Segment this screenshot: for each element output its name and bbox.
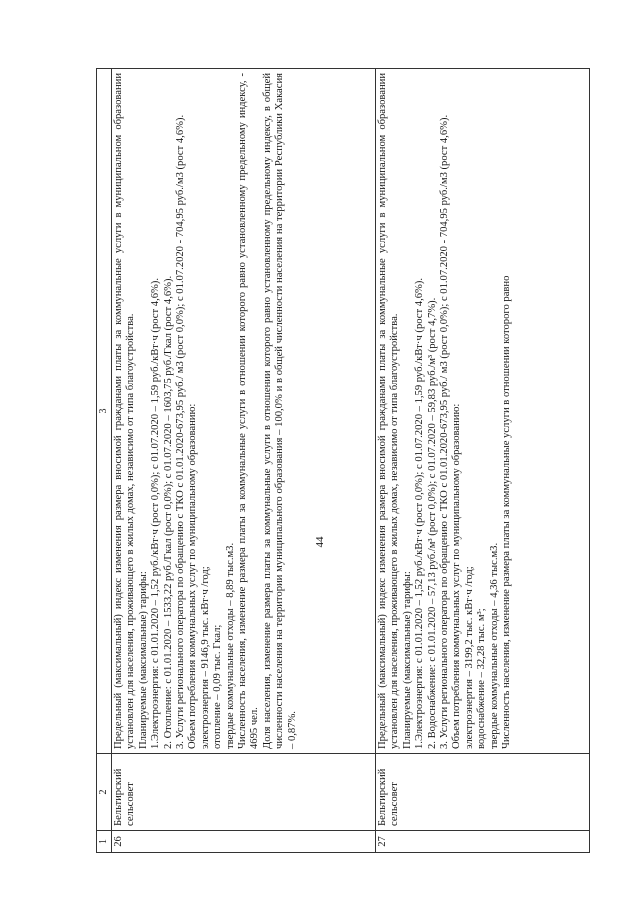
municipality-name: Бельтирский сельсовет	[112, 754, 376, 831]
tariff-table	[96, 68, 590, 853]
paragraph-consumption-waste: твердые коммунальные отходы – 8,89 тыс.м3.	[224, 542, 236, 749]
paragraph-consumption-waste: твердые коммунальные отходы – 4,36 тыс.м3.	[488, 542, 500, 749]
row-number: 26	[112, 831, 376, 853]
tariff-description	[376, 69, 590, 754]
rotated-table-container	[96, 68, 588, 853]
column-header-1: 1	[97, 831, 112, 853]
paragraph-consumption-water: водоснабжение – 32,28 тыс. м³;	[476, 608, 488, 749]
municipality-name: Бельтирский сельсовет	[376, 754, 590, 831]
table-header-row	[97, 69, 112, 853]
paragraph-index-description: Предельный (максимальный) индекс изменения размера вносимой гражданами платы за коммунальные услуги в муниципальном образовании установлен для населения, проживающего в жилых домах, независимо от типа благоустройства.	[377, 73, 401, 749]
column-header-2: 2	[97, 754, 112, 831]
row-number: 27	[376, 831, 590, 853]
column-header-3: 3	[97, 69, 112, 754]
paragraph-consumption-electricity: электроэнергия – 9146,9 тыс. кВт·ч /год;	[199, 566, 211, 749]
paragraph-consumption-heading: Объем потребления коммунальных услуг по муниципальному образованию:	[187, 403, 199, 749]
paragraph-population-count: Численность населения, изменение размера платы за коммунальные услуги в отношении которого равно установленному предельному индексу, - 4695 чел.	[237, 73, 261, 749]
paragraph-tariff-waste: 3. Услуги регионального оператора по обращению с ТКО с 01.01.2020-673,95 руб./ м3 (рост 0,0%); с 01.07.2020 - 704,95 руб./м3 (рост 4,6%).	[175, 114, 187, 749]
paragraph-consumption-electricity: электроэнергия – 3199,2 тыс. кВт·ч /год;	[463, 566, 475, 749]
tariff-description	[112, 69, 376, 754]
paragraph-consumption-heating: отопление – 0,09 тыс. Гкал;	[212, 624, 224, 749]
table-row-27	[376, 69, 590, 853]
paragraph-index-description: Предельный (максимальный) индекс изменения размера вносимой гражданами платы за коммунальные услуги в муниципальном образовании установлен для населения, проживающего в жилых домах, независимо от типа благоустройства.	[113, 73, 137, 749]
paragraph-population-share: Доля населения, изменение размера платы за коммунальные услуги в отношении которого равно установленному предельному индексу, в общей численности населения на территории муниципального образования – 100,0% и в общей численности населения на территории Республики Хакасия – 0,87%.	[261, 73, 298, 749]
paragraph-tariff-waste: 3. Услуги регионального оператора по обращению с ТКО с 01.01.2020-673,95 руб./ м3 (рост 0,0%); с 01.07.2020 - 704,95 руб./м3 (рост 4,6%).	[439, 114, 451, 749]
table-row-26	[112, 69, 376, 853]
paragraph-consumption-heading: Объем потребления коммунальных услуг по муниципальному образованию:	[451, 403, 463, 749]
paragraph-tariff-electricity: 1.Электроэнергия: с 01.01.2020 – 1,52 руб./кВт·ч (рост 0,0%); с 01.07.2020 – 1,59 руб./кВт·ч (рост 4,6%).	[150, 277, 162, 749]
paragraph-tariff-water: 2. Водоснабжение: с 01.01.2020 – 57,13 руб./м³ (рост 0,0%); с 01.07.2020 – 59,83 руб./м³ (рост 4,7%).	[426, 297, 438, 749]
paragraph-population-count: Численность населения, изменение размера платы за коммунальные услуги в отношении которого равно	[501, 275, 513, 749]
paragraph-planned-tariffs-heading: Планируемые (максимальные) тарифы:	[401, 571, 413, 749]
paragraph-planned-tariffs-heading: Планируемые (максимальные) тарифы:	[137, 571, 149, 749]
paragraph-tariff-electricity: 1.Электроэнергия: с 01.01.2020 – 1,52 руб./кВт·ч (рост 0,0%); с 01.07.2020 – 1,59 руб./кВт·ч (рост 4,6%).	[414, 277, 426, 749]
page-number: 44	[314, 536, 326, 548]
paragraph-tariff-heating: 2. Отопление: с 01.01.2020 – 1533,22 руб./Гкал (рост 0,0%); с 01.07.2020 – 1603,75 руб./Гкал (рост 4,6%).	[162, 275, 174, 749]
